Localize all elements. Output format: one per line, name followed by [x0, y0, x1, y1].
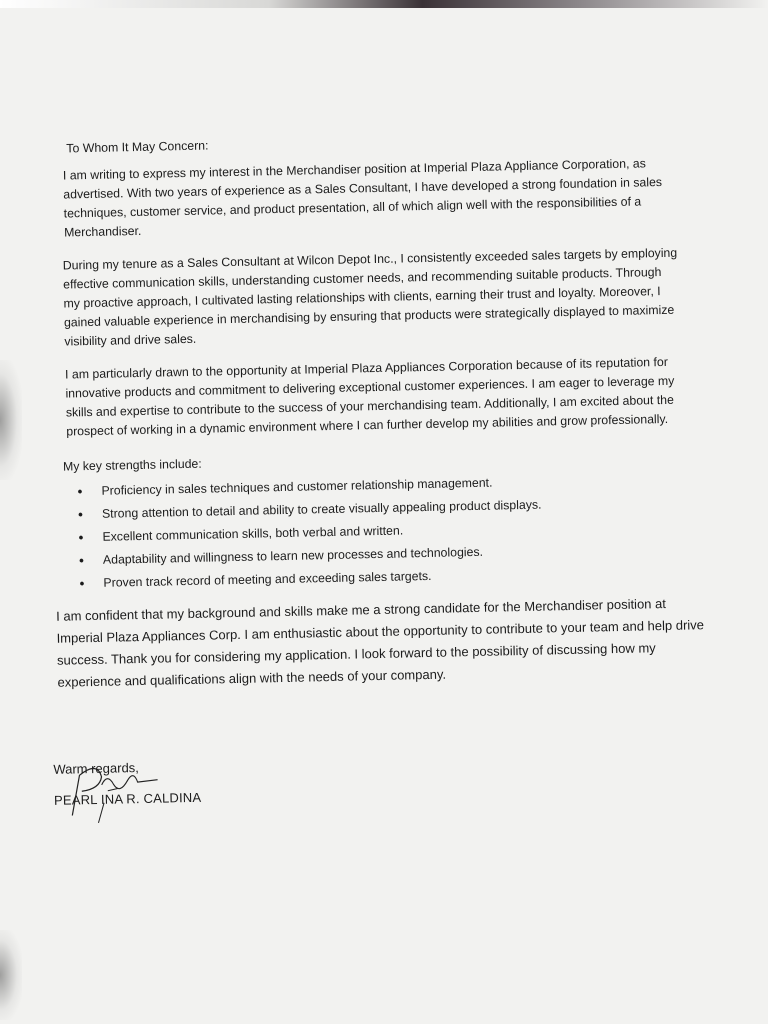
page-edge-shadow-bottom	[0, 930, 22, 1020]
photo-top-edge	[0, 0, 768, 8]
paragraph-motivation: I am particularly drawn to the opportunity at Imperial Plaza Appliances Corporation because of its reputation for innovative products and commitment to delivering exceptional customer experiences. I am eager to leverage my skills and expertise to contribute to the success of your merchandising team. Additionally, I am excited about the prospect of working in a dynamic environment where I can further develop my abilities and grow professionally.	[64, 354, 675, 439]
list-item: • Proficiency in sales techniques and customer relationship management.	[101, 469, 697, 500]
list-item: • Adaptability and willingness to learn new processes and technologies.	[103, 538, 699, 569]
signer-name: PEARL INA R. CALDINA	[53, 789, 202, 808]
salutation: To Whom It May Concern:	[66, 138, 209, 156]
strengths-intro: My key strengths include:	[62, 456, 202, 474]
handwritten-signature	[57, 753, 168, 825]
signoff-block	[53, 746, 704, 820]
paragraph-intro: I am writing to express my interest in the Merchandiser position at Imperial Plaza Appliance Corporation, as advertised. With two years of experience as a Sales Consultant, I have developed a strong foundation in sales techniques, customer service, and product presentation, all of which align well with the responsibilities of a Merchandiser.	[62, 156, 663, 240]
paragraph-closing: I am confident that my background and skills make me a strong candidate for the Merchandiser position at Imperial Plaza Appliances Corp. I am enthusiastic about the opportunity to contribute to your team and help drive success. Thank you for considering my application. I look forward to the possibility of discussing how my experience and qualifications align with the needs of your company.	[55, 595, 705, 690]
paragraph-experience: During my tenure as a Sales Consultant at Wilcon Depot Inc., I consistently exceeded sales targets by employing effective communication skills, understanding customer needs, and recommending suitable products. Through my proactive approach, I cultivated lasting relationships with clients, earning their trust and loyalty. Moreover, I gained valuable experience in merchandising by ensuring that products were strategically displayed to maximize visibility and drive sales.	[62, 245, 678, 349]
list-item: • Proven track record of meeting and exceeding sales targets.	[103, 561, 699, 592]
signoff-text: Warm regards,	[53, 760, 139, 777]
cover-letter	[40, 118, 704, 819]
page-edge-shadow	[0, 360, 22, 480]
list-item: • Strong attention to detail and ability to create visually appealing product displays.	[102, 492, 698, 523]
strengths-list	[47, 469, 699, 594]
list-item: • Excellent communication skills, both verbal and written.	[102, 515, 698, 546]
